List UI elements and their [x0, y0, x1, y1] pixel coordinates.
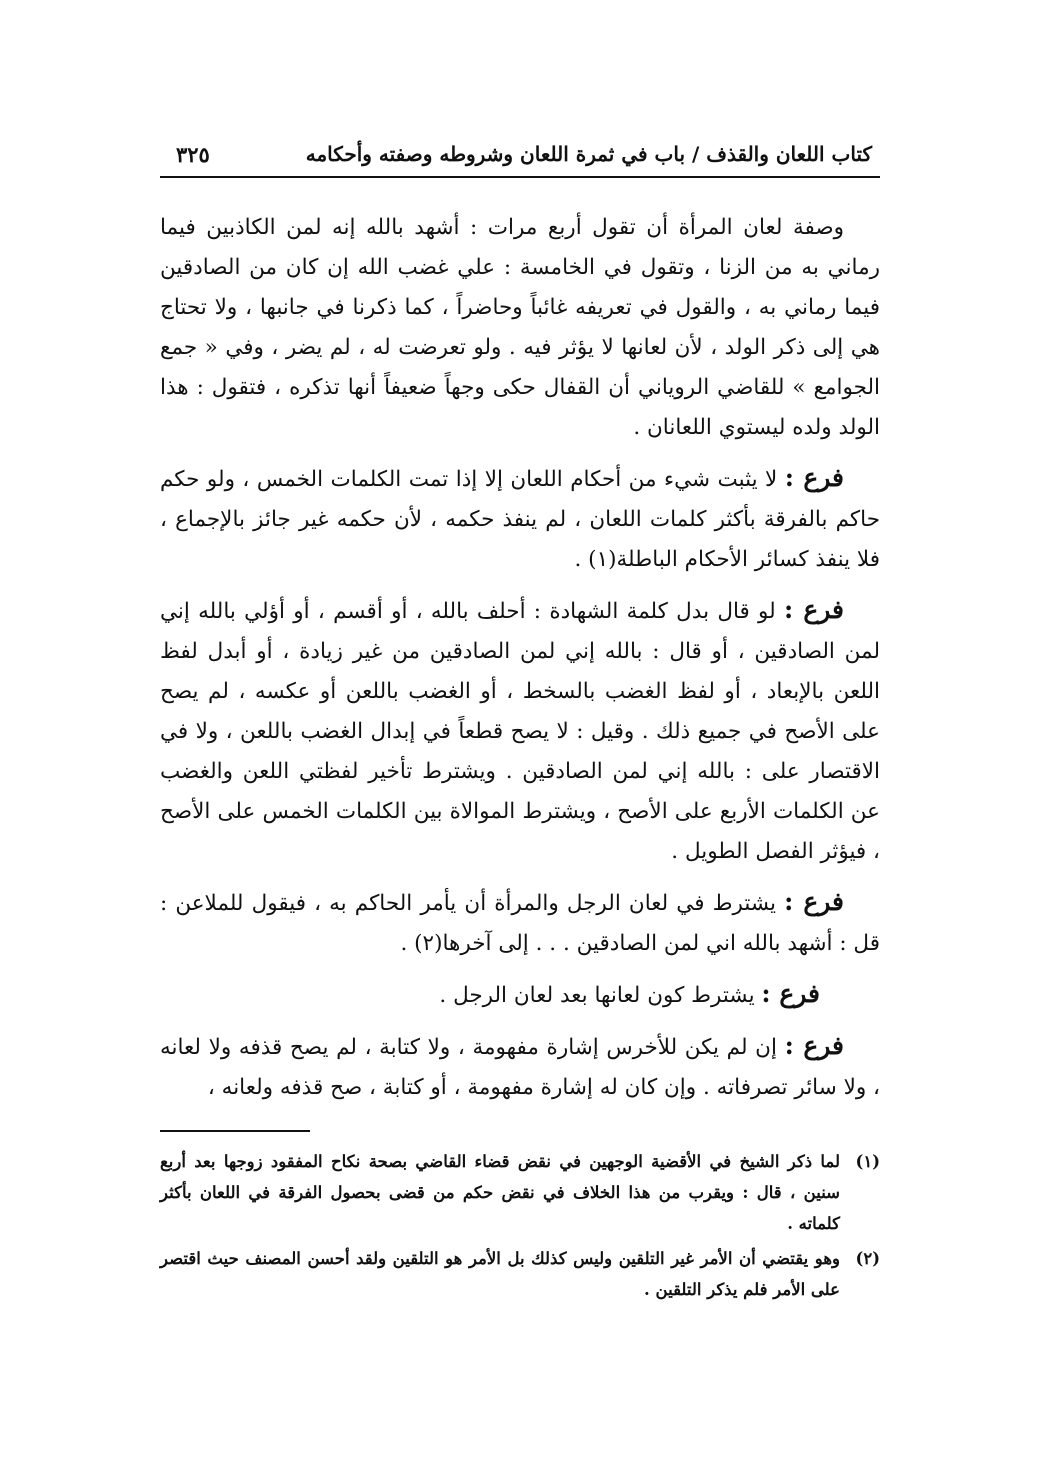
- chapter-title: كتاب اللعان والقذف / باب في ثمرة اللعان وشروطه وصفته وأحكامه: [305, 142, 872, 166]
- paragraph-text: إن لم يكن للأخرس إشارة مفهومة ، ولا كتابة ، لم يصح قذفه ولا لعانه ، ولا سائر تصرفاته . وإن كان له إشارة مفهومة ، أو كتابة ، صح قذفه ولعانه ،: [160, 1035, 880, 1100]
- body-text: [160, 208, 880, 1108]
- footnote: [160, 1146, 880, 1239]
- footnotes: [160, 1146, 880, 1305]
- paragraph-far3: [160, 458, 880, 580]
- footnote-text: وهو يقتضي أن الأمر غير التلقين وليس كذلك بل الأمر هو التلقين ولقد أحسن المصنف حيث اقتصر على الأمر فلم يذكر التلقين .: [160, 1249, 840, 1299]
- paragraph-text: لا يثبت شيء من أحكام اللعان إلا إذا تمت الكلمات الخمس ، ولو حكم حاكم بالفرقة بأكثر كلمات اللعان ، لم ينفذ حكمه ، لأن حكمه غير جائز بالإجماع ، فلا ينفذ كسائر الأحكام الباطلة(١) .: [160, 467, 880, 572]
- running-header: [160, 138, 880, 178]
- paragraph-text: يشترط في لعان الرجل والمرأة أن يأمر الحاكم به ، فيقول للملاعن : قل : أشهد بالله اني لمن الصادقين . . . إلى آخرها(٢) .: [160, 891, 880, 956]
- paragraph-far3: [160, 590, 880, 872]
- paragraph: [160, 208, 880, 448]
- footnote-number: (٢): [855, 1249, 880, 1268]
- far3-heading: فرع :: [784, 1031, 844, 1060]
- far3-heading: فرع :: [784, 463, 845, 492]
- book-page: [160, 138, 880, 1309]
- paragraph-text: وصفة لعان المرأة أن تقول أربع مرات : أشهد بالله إنه لمن الكاذبين فيما رماني به من الزنا ، وتقول في الخامسة : علي غضب الله إن كان من الصادقين فيما رماني به ، والقول في تعريفه غائباً وحاضراً ، كما ذكرنا في جانبها ، ولا تحتاج هي إلى ذكر الولد ، لأن لعانها لا يؤثر فيه . ولو تعرضت له ، لم يضر ، وفي « جمع الجوامع » للقاضي الروياني أن القفال حكى وجهاً ضعيفاً أنها تذكره ، فتقول : هذا الولد ولده ليستوي اللعانان .: [160, 215, 880, 440]
- far3-heading: فرع :: [761, 979, 820, 1008]
- paragraph-far3: [160, 1026, 880, 1108]
- footnote-number: (١): [855, 1152, 880, 1171]
- page-number: ٣٢٥: [176, 142, 210, 167]
- paragraph-far3: [160, 974, 880, 1016]
- far3-heading: فرع :: [784, 887, 844, 916]
- far3-heading: فرع :: [783, 595, 845, 624]
- footnote: [160, 1243, 880, 1305]
- paragraph-text: لو قال بدل كلمة الشهادة : أحلف بالله ، أو أقسم ، أو أؤلي بالله إني لمن الصادقين ، أو قال : بالله إني لمن الصادقين من غير زيادة ، أو أبدل لفظ اللعن بالإبعاد ، أو لفظ الغضب بالسخط ، أو الغضب باللعن أو عكسه ، لم يصح على الأصح في جميع ذلك . وقيل : لا يصح قطعاً في إبدال الغضب باللعن ، ولا في الاقتصار على : بالله إني لمن الصادقين . ويشترط تأخير لفظتي اللعن والغضب عن الكلمات الأربع على الأصح ، ويشترط الموالاة بين الكلمات الخمس على الأصح ، فيؤثر الفصل الطويل .: [160, 599, 880, 864]
- paragraph-text: يشترط كون لعانها بعد لعان الرجل .: [439, 983, 755, 1008]
- footnote-text: لما ذكر الشيخ في الأقضية الوجهين في نقض قضاء القاضي بصحة نكاح المفقود زوجها بعد أربع سنين ، قال : ويقرب من هذا الخلاف في نقض حكم من قضى بحصول الفرقة في اللعان بأكثر كلماته .: [160, 1152, 840, 1233]
- footnote-separator: [160, 1130, 310, 1132]
- paragraph-far3: [160, 882, 880, 964]
- footnote-separator-wrap: [160, 1130, 880, 1132]
- header-rule: [160, 176, 880, 178]
